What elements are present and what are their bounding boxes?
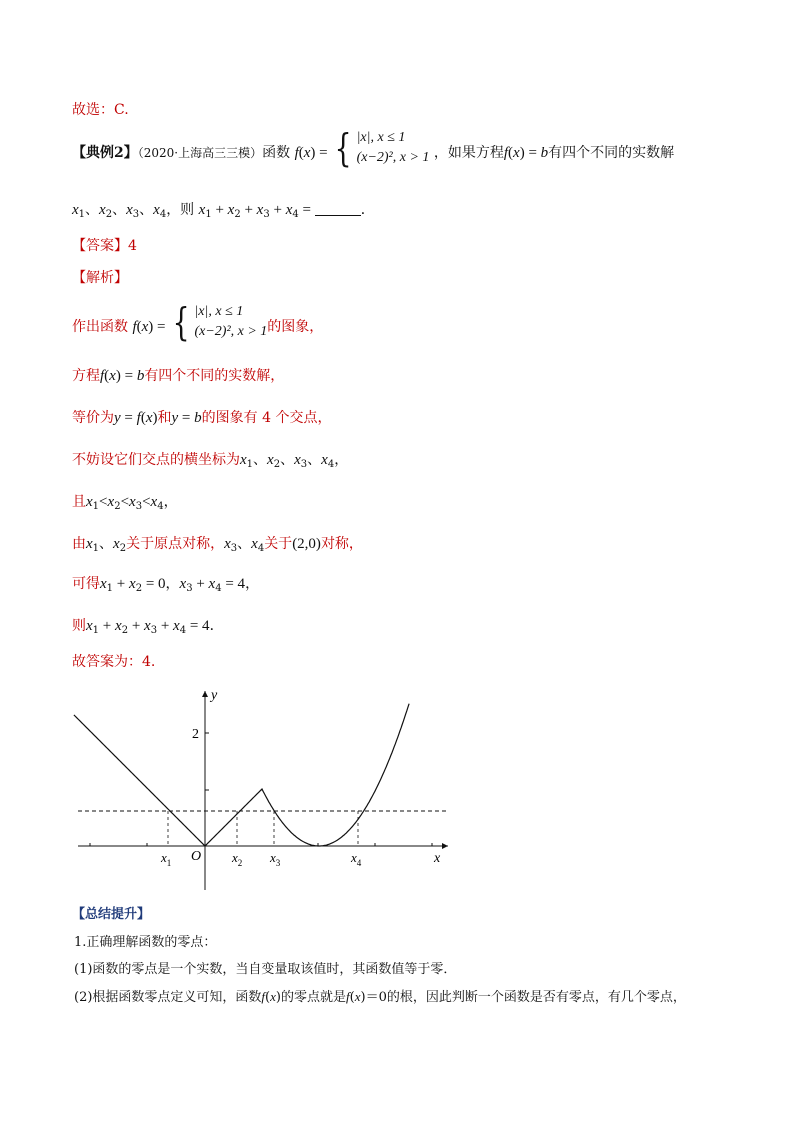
step-5: 且$x_1<x_2<x_3<x_4$， [72, 494, 178, 512]
answer-blank [315, 201, 361, 216]
x2-label: $x_2$ [232, 850, 243, 868]
step-6: 由$x_1$、$x_2$关于原点对称，$x_3$、$x_4$关于(2,0)对称， [72, 536, 363, 554]
step-9: 故答案为：4. [72, 654, 156, 670]
piecewise-cases: |x|, x ≤ 1 (x−2)², x > 1 [356, 130, 430, 165]
summary-line-3: (2)根据函数零点定义可知，函数f(x)的零点就是f(x)＝0的根，因此判断一个函数是否有零点，有几个零点， [74, 989, 686, 1005]
function-graph [70, 685, 460, 895]
x1-label: $x_1$ [161, 850, 172, 868]
example-statement-line2: $x_1$、$x_2$、$x_3$、$x_4$，则 $x_1 + x_2 + x_3 + x_4$ = ． [72, 202, 375, 220]
tick-2-label: 2 [192, 727, 199, 742]
analysis-heading: 【解析】 [72, 270, 128, 286]
previous-conclusion: 故选：C. [72, 102, 129, 118]
summary-line-1: 1.正确理解函数的零点： [74, 935, 217, 950]
x-axis-label: x [434, 851, 441, 866]
x4-label: $x_4$ [351, 850, 362, 868]
y-axis-label: y [211, 688, 218, 703]
step-2: 方程f(x) = b有四个不同的实数解， [72, 368, 285, 384]
step-8: 则$x_1 + x_2 + x_3 + x_4 = 4$． [72, 618, 224, 636]
answer-line: 【答案】4 [72, 238, 137, 254]
origin-label: O [191, 849, 202, 864]
curve-f [74, 704, 409, 846]
step-7: 可得$x_1 + x_2 = 0$，$x_3 + x_4 = 4$， [72, 576, 260, 594]
step-4: 不妨设它们交点的横坐标为$x_1$、$x_2$、$x_3$、$x_4$， [72, 452, 349, 470]
step-1: 作出函数 f(x) = { |x|, x ≤ 1 (x−2)², x > 1的图象， [72, 300, 324, 344]
summary-heading: 【总结提升】 [72, 907, 151, 922]
summary-line-2: (1)函数的零点是一个实数，当自变量取该值时，其函数值等于零． [74, 962, 457, 977]
step-3: 等价为y = f(x)和y = b的图象有 4 个交点， [72, 410, 332, 426]
example-statement: 【典例2】（2020·上海高三三模）函数 f(x) = { |x|, x ≤ 1 (x−2)², x > 1 ，如果方程f(x) = b有四个不同的实数解 [72, 126, 675, 170]
x3-label: $x_3$ [270, 850, 281, 868]
